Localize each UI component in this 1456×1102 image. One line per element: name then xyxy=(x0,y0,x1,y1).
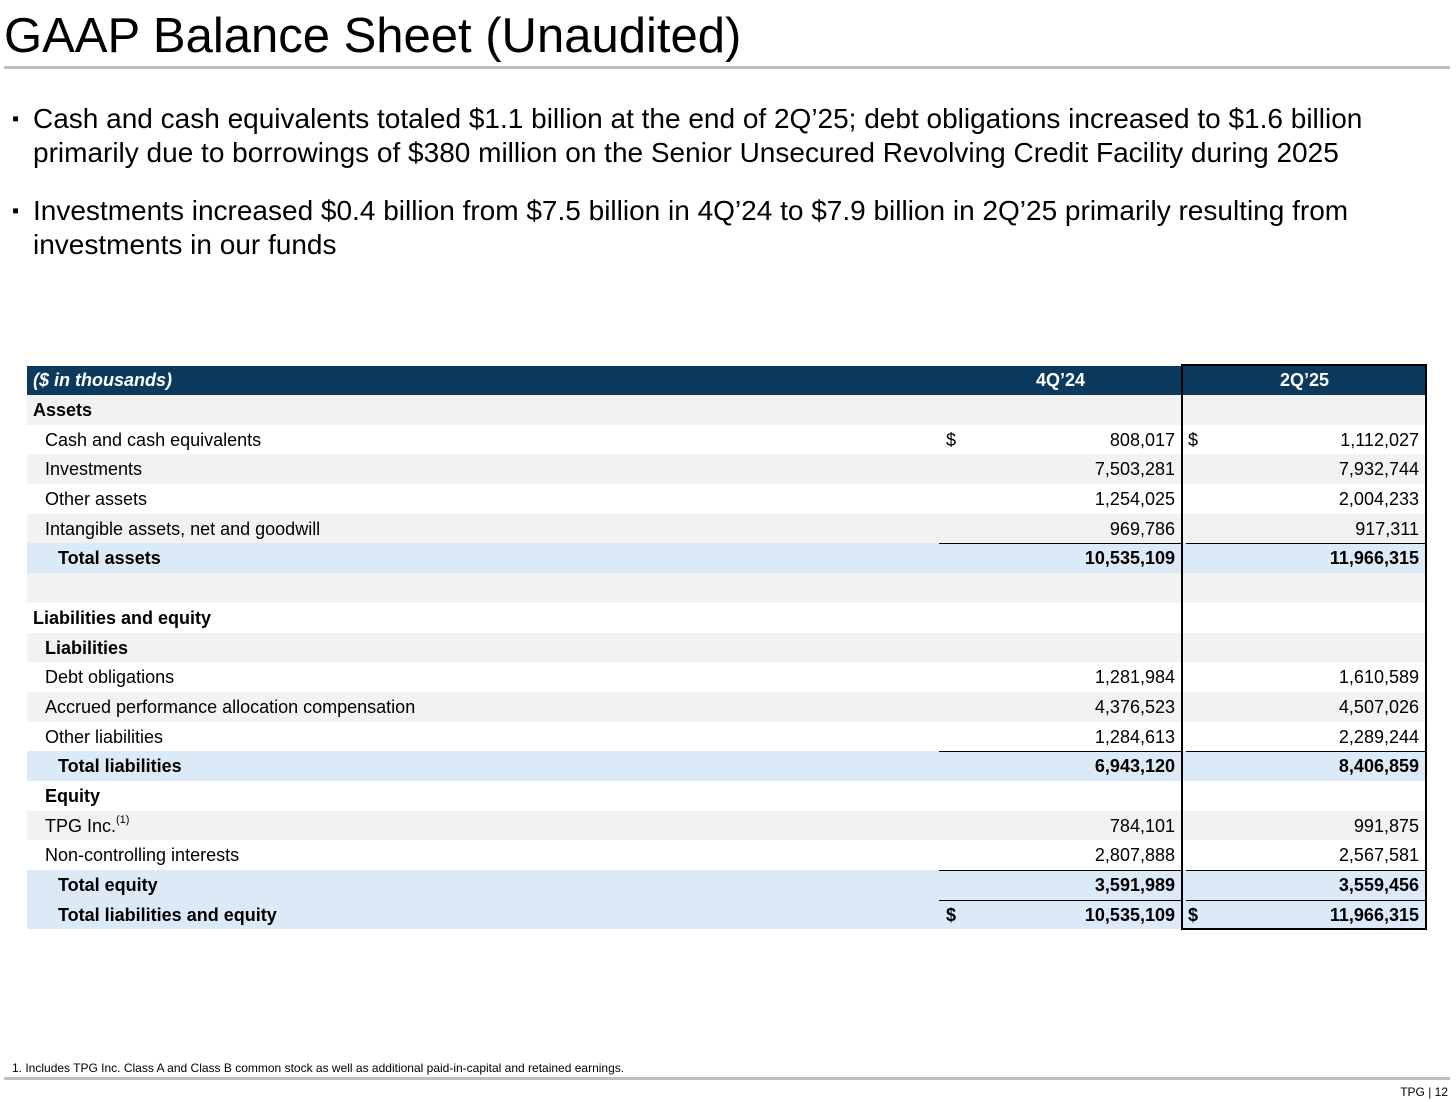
row-label: Accrued performance allocation compensation xyxy=(45,696,416,717)
row-label: Debt obligations xyxy=(45,667,175,688)
table-row xyxy=(27,840,1427,870)
column-header-4q24: 4Q’24 xyxy=(1035,370,1086,390)
value-2q25: 1,112,027 xyxy=(1340,429,1419,450)
dollar-sign: $ xyxy=(946,904,957,925)
value-4q24: 808,017 xyxy=(1109,429,1175,450)
value-4q24: 10,535,109 xyxy=(1084,548,1175,569)
value-2q25: 7,932,744 xyxy=(1338,459,1419,480)
value-2q25: 917,311 xyxy=(1355,518,1419,539)
units-label: ($ in thousands) xyxy=(33,370,172,390)
bullet-item xyxy=(12,102,1442,170)
row-label: Liabilities and equity xyxy=(33,607,212,628)
row-label: Other assets xyxy=(45,489,148,510)
value-2q25: 11,966,315 xyxy=(1329,904,1419,925)
value-2q25: 4,507,026 xyxy=(1338,696,1419,717)
value-4q24: 4,376,523 xyxy=(1094,696,1175,717)
section-row-assets xyxy=(27,395,1427,425)
value-4q24: 1,284,613 xyxy=(1094,726,1175,747)
value-4q24: 10,535,109 xyxy=(1084,904,1175,925)
title-divider xyxy=(4,66,1450,69)
row-label-text: TPG Inc. xyxy=(45,815,117,836)
value-2q25: 3,559,456 xyxy=(1338,875,1419,895)
table-row xyxy=(27,722,1427,752)
total-row-liabilities xyxy=(27,751,1427,781)
value-2q25: 2,567,581 xyxy=(1338,845,1419,866)
row-label: Assets xyxy=(33,400,93,420)
value-4q24: 969,786 xyxy=(1109,518,1175,539)
value-4q24: 2,807,888 xyxy=(1094,845,1175,866)
row-label: Liabilities xyxy=(45,637,129,658)
table-row xyxy=(27,425,1427,455)
row-label xyxy=(45,813,130,837)
table-row xyxy=(27,811,1427,841)
value-4q24: 3,591,989 xyxy=(1094,875,1175,895)
dollar-sign: $ xyxy=(946,429,957,450)
summary-bullets xyxy=(12,102,1442,286)
table-row xyxy=(27,662,1427,692)
row-label: Total liabilities xyxy=(58,756,182,777)
footnote-marker: (1) xyxy=(116,813,130,826)
row-label: Intangible assets, net and goodwill xyxy=(45,518,321,539)
bullet-text: Cash and cash equivalents totaled $1.1 billion at the end of 2Q’25; debt obligations increased to $1.6 billion primarily due to borrowings of $380 million on the Senior Unsecured Revolving Credit Facility during 2025 xyxy=(33,103,1363,168)
column-header-2q25: 2Q’25 xyxy=(1279,370,1330,390)
row-label: Total liabilities and equity xyxy=(58,904,277,925)
value-2q25: 2,289,244 xyxy=(1338,726,1419,747)
row-label: Non-controlling interests xyxy=(45,845,240,866)
row-label: Equity xyxy=(45,785,101,806)
section-row-liabilities-equity xyxy=(27,603,1427,633)
value-2q25: 1,610,589 xyxy=(1338,667,1419,688)
table-row xyxy=(27,454,1427,484)
row-label: Total assets xyxy=(58,548,161,569)
page-title: GAAP Balance Sheet (Unaudited) xyxy=(4,9,742,63)
table-row xyxy=(27,514,1427,544)
bullet-text: Investments increased $0.4 billion from $7.5 billion in 4Q’24 to $7.9 billion in 2Q’25 primarily resulting from investments in our funds xyxy=(33,195,1349,260)
page-number: TPG | 12 xyxy=(1400,1085,1448,1099)
footnote: 1. Includes TPG Inc. Class A and Class B common stock as well as additional paid-in-capital and retained earnings. xyxy=(12,1061,625,1075)
bullet-square-icon: ▪ xyxy=(12,200,20,222)
subsection-row-liabilities xyxy=(27,633,1427,663)
total-row-assets xyxy=(27,543,1427,573)
table-row xyxy=(27,692,1427,722)
value-2q25: 991,875 xyxy=(1353,815,1419,836)
value-4q24: 7,503,281 xyxy=(1094,459,1175,480)
value-2q25: 2,004,233 xyxy=(1338,489,1419,510)
bullet-item xyxy=(12,194,1442,262)
dollar-sign: $ xyxy=(1188,904,1199,925)
spacer-row xyxy=(27,573,1427,603)
value-4q24: 784,101 xyxy=(1109,815,1175,836)
value-2q25: 11,966,315 xyxy=(1329,548,1419,569)
total-row-liabilities-and-equity xyxy=(27,900,1427,930)
subsection-row-equity xyxy=(27,781,1427,811)
row-label: Total equity xyxy=(58,875,158,895)
total-row-equity xyxy=(27,870,1427,900)
row-label: Cash and cash equivalents xyxy=(45,429,262,450)
footer-divider xyxy=(4,1077,1450,1080)
bullet-square-icon: ▪ xyxy=(12,108,20,130)
value-4q24: 1,281,984 xyxy=(1094,667,1175,688)
value-4q24: 6,943,120 xyxy=(1094,756,1175,777)
row-label: Other liabilities xyxy=(45,726,164,747)
table-header xyxy=(27,366,1427,395)
dollar-sign: $ xyxy=(1188,429,1199,450)
row-label: Investments xyxy=(45,459,143,480)
value-4q24: 1,254,025 xyxy=(1094,489,1175,510)
balance-sheet-table xyxy=(27,366,1427,929)
table-row xyxy=(27,484,1427,514)
value-2q25: 8,406,859 xyxy=(1338,756,1419,777)
